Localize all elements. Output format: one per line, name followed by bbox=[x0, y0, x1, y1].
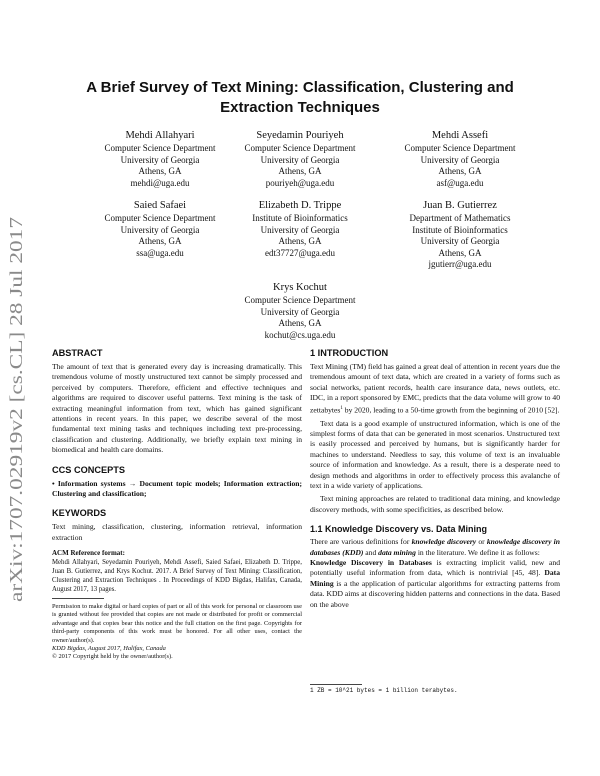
title-line-1: A Brief Survey of Text Mining: Classification, Clustering and bbox=[86, 79, 514, 96]
author-location: Athens, GA bbox=[278, 166, 322, 177]
intro-paragraph-2: Text data is a good example of unstructured information, which is one of the simplest forms of data that can be generated in most scenarios. Unstructured text is easily processed and perceived by humans, but is significantly harder for machines to understand. Needless to say, this volume of text is an invaluable source of information and knowledge. As a result, there is a desperate need to design methods and algorithms in order to effectively process this avalanche of text in a wide variety of applications. bbox=[310, 418, 560, 490]
intro-p1-text: Text Mining (TM) field has gained a great deal of attention in recent years due the tremendous amount of text data, which are created in a variety of forms such as social networks, patient records, health care insurance data, news outlets, etc. IDC, in a report sponsored by EMC, predicts that the data volume will grow to 40 zettabytes bbox=[310, 362, 560, 415]
kd-text: and bbox=[363, 547, 379, 557]
intro-p1-text-end: by 2020, leading to a 50-time growth from the beginning of 2010 [52]. bbox=[342, 405, 560, 415]
author-email: edt37727@uga.edu bbox=[264, 247, 336, 258]
arxiv-stamp-text: arXiv:1707.02919v2 [cs.CL] 28 Jul 2017 bbox=[6, 305, 26, 602]
author-affiliation: University of Georgia bbox=[260, 306, 340, 317]
author-affiliation: Institute of Bioinformatics bbox=[412, 224, 508, 235]
kd-term-data-mining: data mining bbox=[378, 547, 416, 557]
copyright-line: © 2017 Copyright held by the owner/author(s). bbox=[52, 653, 173, 661]
kd-term-kdd: knowledge discovery in databases (KDD) bbox=[310, 537, 560, 557]
author-block bbox=[80, 129, 240, 189]
author-email: ssa@uga.edu bbox=[136, 247, 184, 258]
author-block bbox=[220, 199, 380, 259]
author-affiliation: University of Georgia bbox=[120, 224, 200, 235]
author-block bbox=[380, 129, 540, 189]
author-name: Saied Safaei bbox=[133, 200, 187, 211]
permission-text: Permission to make digital or hard copies of part or all of this work for personal or classroom use is granted without fee provided that copies are not made or distributed for profit or commercial advantage and that copies bear this notice and the full citation on the first page. Copyrights for third-party components of this work must be honored. For all other uses, contact the owner/author(s). bbox=[52, 603, 302, 644]
author-email: asf@uga.edu bbox=[436, 177, 484, 188]
author-email: kochut@cs.uga.edu bbox=[264, 329, 336, 340]
author-affiliation: University of Georgia bbox=[260, 154, 340, 165]
footnote-rule bbox=[310, 684, 362, 685]
paper-title bbox=[40, 78, 560, 118]
author-affiliation: Computer Science Department bbox=[244, 295, 356, 305]
right-column bbox=[310, 347, 560, 610]
author-block bbox=[220, 129, 380, 189]
author-location: Athens, GA bbox=[438, 166, 482, 177]
kd-text: or bbox=[476, 537, 487, 547]
author-affiliation: University of Georgia bbox=[260, 224, 340, 235]
author-location: Athens, GA bbox=[138, 236, 182, 247]
abstract-heading: ABSTRACT bbox=[52, 348, 103, 358]
author-location: Athens, GA bbox=[438, 247, 482, 258]
author-affiliation: Department of Mathematics bbox=[409, 213, 511, 223]
author-name: Mehdi Allahyari bbox=[125, 130, 195, 141]
kd-term-knowledge-discovery: knowledge discovery bbox=[411, 537, 477, 547]
author-name: Krys Kochut bbox=[273, 282, 327, 293]
acm-reference-heading: ACM Reference format: bbox=[52, 549, 125, 558]
author-name: Mehdi Assefi bbox=[431, 130, 489, 141]
kd-definition-term: Knowledge Discovery in Databases bbox=[310, 558, 432, 568]
author-block bbox=[80, 199, 240, 259]
ccs-concepts-text: • Information systems → Document topic models; Information extraction; Clustering and classification; bbox=[52, 478, 302, 499]
author-email: mehdi@uga.edu bbox=[130, 177, 190, 188]
author-affiliation: Computer Science Department bbox=[404, 143, 516, 153]
title-line-2: Extraction Techniques bbox=[220, 99, 380, 116]
author-affiliation: Computer Science Department bbox=[104, 143, 216, 153]
author-email: pouriyeh@uga.edu bbox=[265, 177, 335, 188]
keywords-heading: KEYWORDS bbox=[52, 508, 107, 519]
author-email: jgutierr@uga.edu bbox=[428, 259, 492, 270]
arxiv-stamp bbox=[6, 210, 28, 605]
footnote-rule bbox=[52, 598, 104, 599]
author-affiliation: Computer Science Department bbox=[244, 143, 356, 153]
author-location: Athens, GA bbox=[138, 166, 182, 177]
subsection-heading-kd: 1.1 Knowledge Discovery vs. Data Mining bbox=[310, 524, 488, 535]
acm-reference-text: Mehdi Allahyari, Seyedamin Pouriyeh, Mehdi Assefi, Saied Safaei, Elizabeth D. Trippe, Juan B. Gutierrez, and Krys Kochut. 2017. A Brief Survey of Text Mining: Classification, Clustering and Extraction Techniques . In Proceedings of KDD Bigdas, Halifax, Canada, August 2017, 13 pages. bbox=[52, 559, 302, 594]
footnote: 1 ZB = 10^21 bytes = 1 billion terabytes. bbox=[310, 687, 458, 694]
intro-paragraph-3: Text mining approaches are related to traditional data mining, and knowledge discovery methods, with some specificities, as described below. bbox=[310, 494, 560, 514]
kd-paragraph-2 bbox=[310, 558, 560, 610]
footnote-marker: 1 bbox=[340, 405, 343, 411]
abstract-text: The amount of text that is generated every day is increasing dramatically. This tremendous volume of mostly unstructured text cannot be simply processed and perceived by computers. Therefore, efficient and effective techniques and algorithms are required to discover useful patterns. Text mining is the task of extracting meaningful information from text, which has gained significant attentions in recent years. In this paper, we describe several of the most fundamental text mining tasks and techniques including text pre-processing, classification and clustering. Additionally, we briefly explain text mining in biomedical and health care domains. bbox=[52, 362, 302, 455]
kd-text: in the literature. We define it as follows: bbox=[415, 547, 540, 557]
kd-definition-term: Data Mining bbox=[310, 568, 560, 588]
kd-text: There are various definitions for bbox=[310, 537, 412, 547]
author-block bbox=[220, 281, 380, 341]
intro-paragraph-1 bbox=[310, 362, 560, 416]
author-name: Elizabeth D. Trippe bbox=[258, 200, 342, 211]
author-name: Juan B. Gutierrez bbox=[423, 200, 497, 211]
permission-block bbox=[52, 603, 302, 662]
kd-paragraph-1 bbox=[310, 537, 560, 558]
author-name: Seyedamin Pouriyeh bbox=[256, 130, 344, 141]
kd-text: is a the application of particular algorithms for extracting patterns from data. KDD aims at discovering hidden patterns and connections in the data. Based on the above bbox=[310, 578, 560, 609]
author-affiliation: Computer Science Department bbox=[104, 213, 216, 223]
left-column bbox=[52, 347, 302, 594]
author-affiliation: University of Georgia bbox=[420, 236, 500, 247]
ccs-heading: CCS CONCEPTS bbox=[52, 464, 125, 475]
conference-line: KDD Bigdas, August 2017, Halifax, Canada bbox=[52, 645, 166, 653]
kd-text: is extracting implicit valid, new and potentially useful information from data, which is nontrivial [45, 48]. bbox=[310, 558, 560, 578]
author-location: Athens, GA bbox=[278, 318, 322, 329]
introduction-heading: 1 INTRODUCTION bbox=[310, 348, 389, 358]
author-location: Athens, GA bbox=[278, 236, 322, 247]
author-affiliation: University of Georgia bbox=[120, 154, 200, 165]
keywords-text: Text mining, classification, clustering, information retrieval, information extraction bbox=[52, 522, 302, 542]
author-affiliation: University of Georgia bbox=[420, 154, 500, 165]
author-affiliation: Institute of Bioinformatics bbox=[252, 213, 348, 223]
author-block bbox=[380, 199, 540, 271]
